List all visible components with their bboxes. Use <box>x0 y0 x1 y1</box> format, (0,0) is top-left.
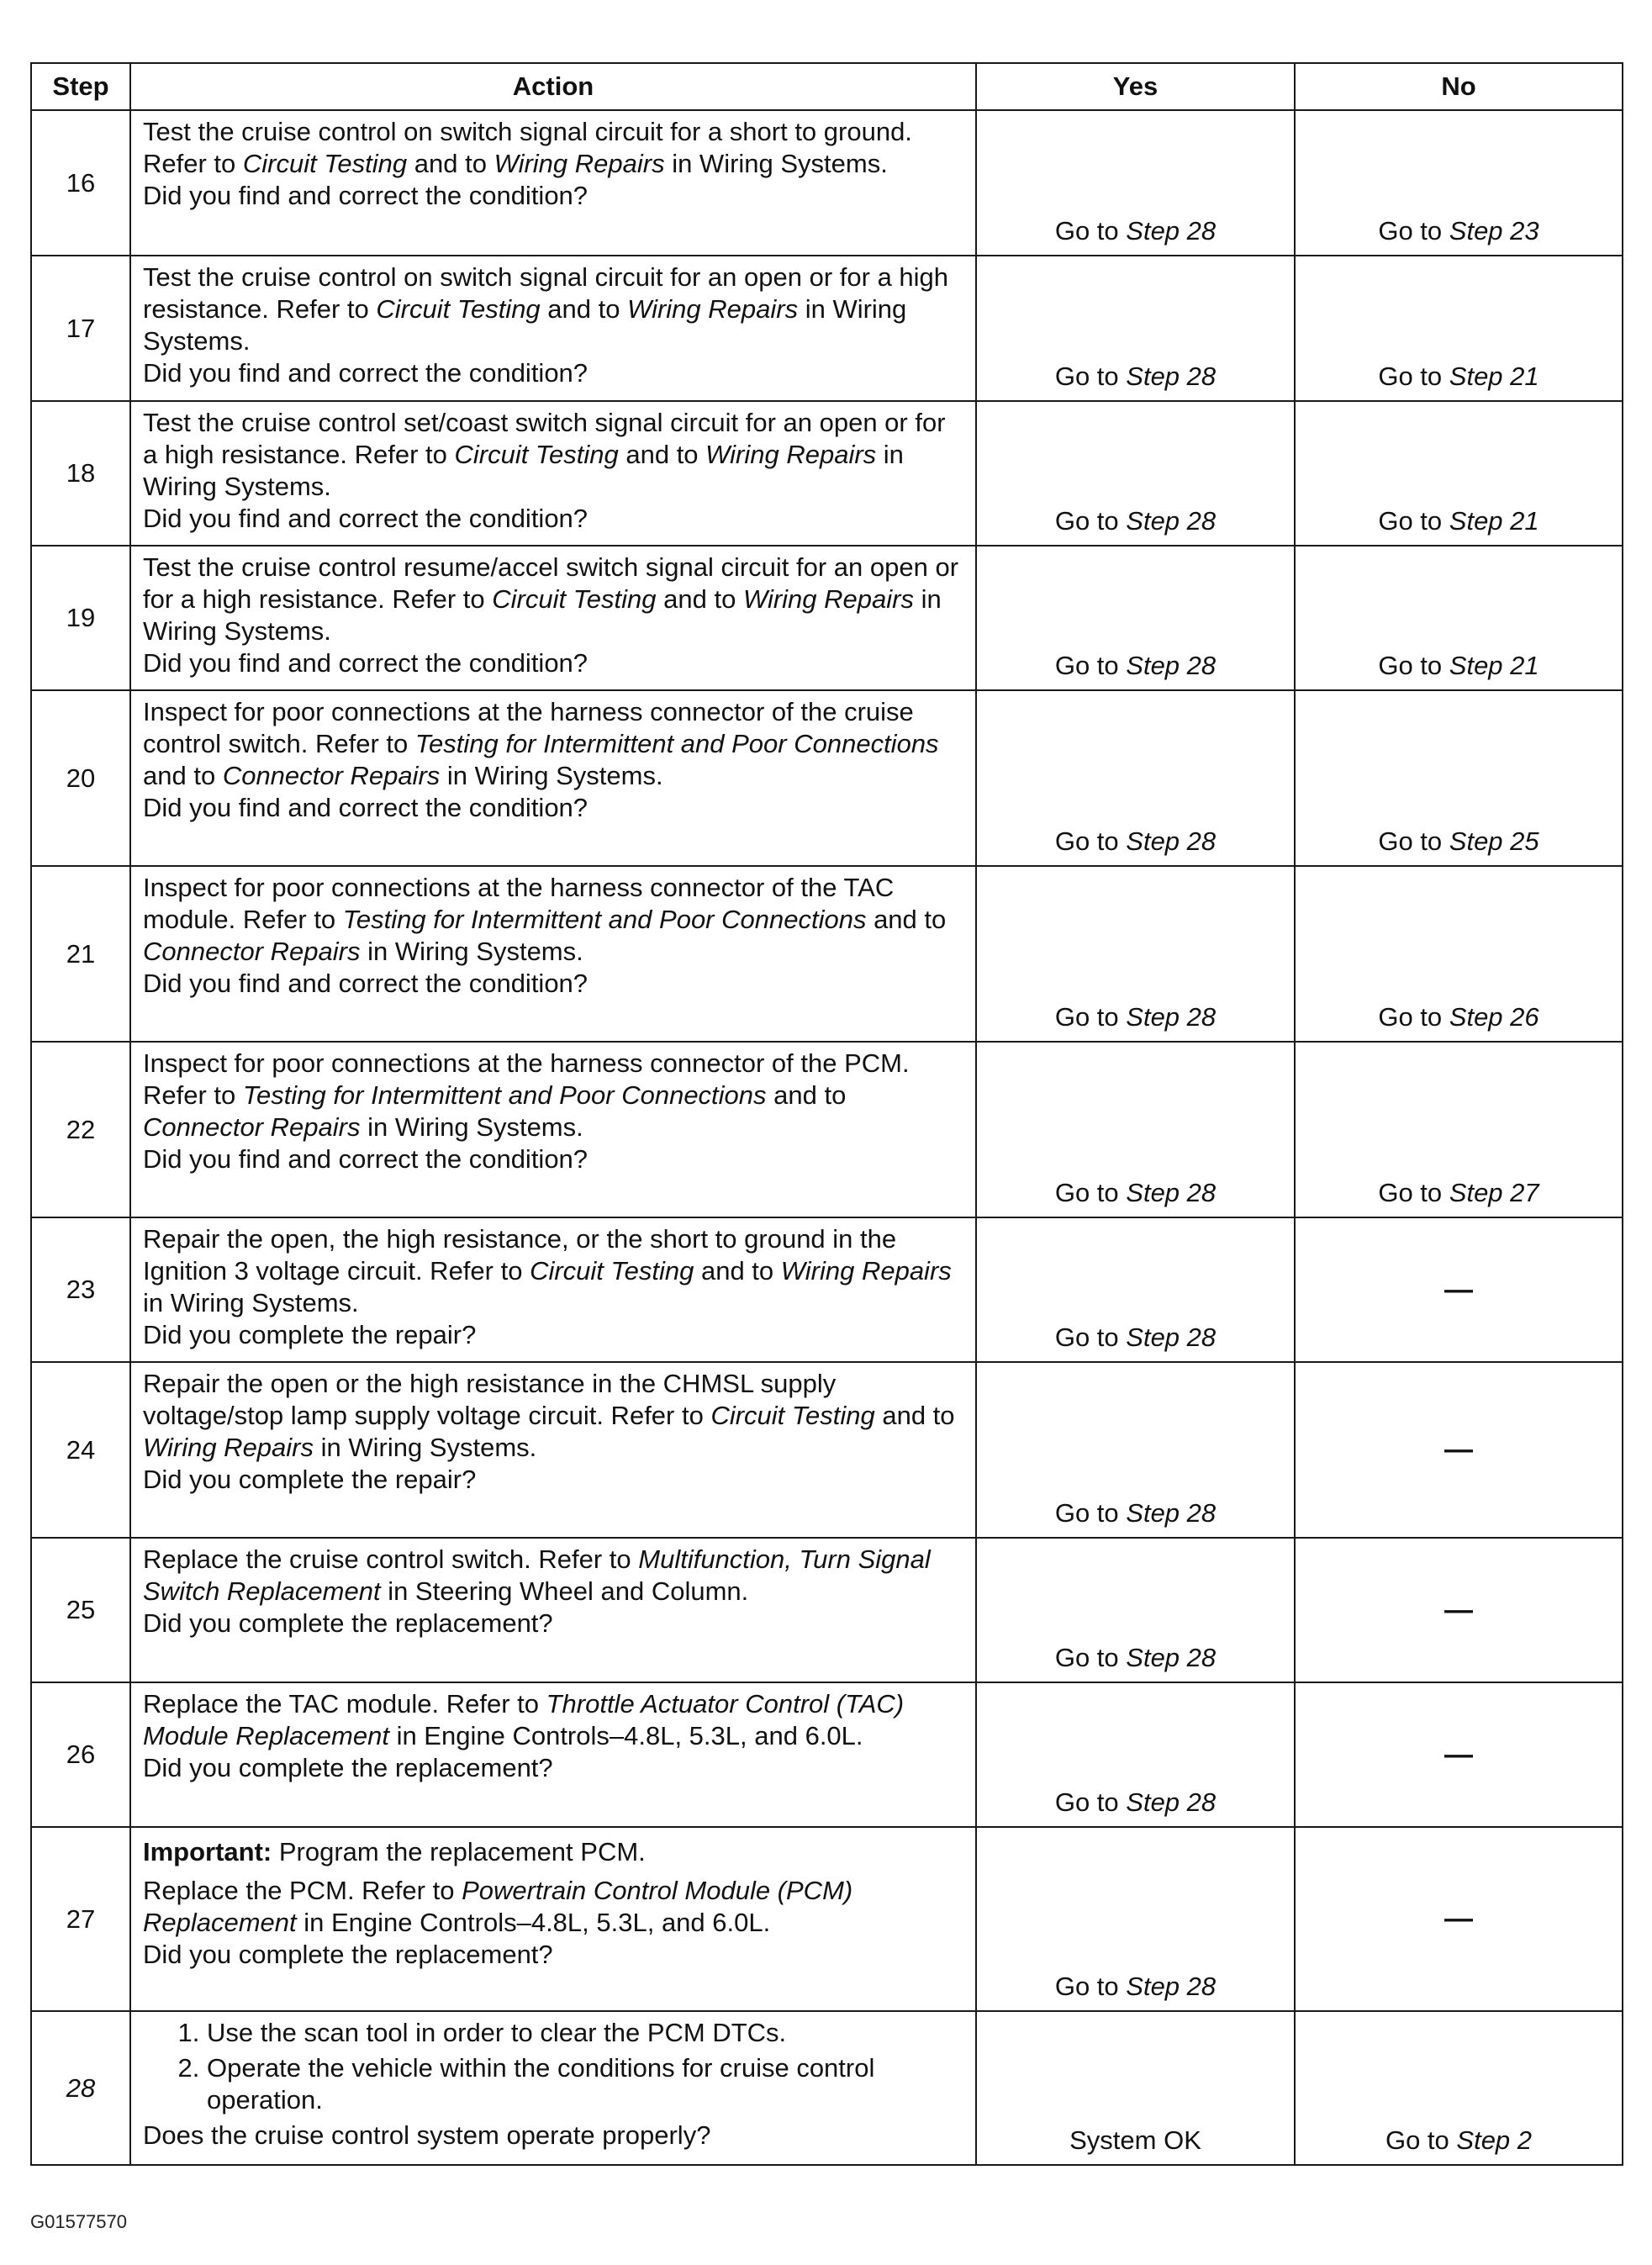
step-number: 25 <box>31 1538 130 1682</box>
reference-link: Wiring Repairs <box>627 294 799 324</box>
action-cell <box>130 1538 976 1682</box>
action-question: Did you find and correct the condition? <box>143 648 588 678</box>
table-row <box>31 546 1623 690</box>
action-instruction: Replace the TAC module. Refer to Throttle Actuator Control (TAC) Module Replacement in Engine Controls–4.8L, 5.3L, and 6.0L. <box>143 1689 905 1750</box>
yes-result: Go to Step 28 <box>976 866 1295 1042</box>
yes-result: Go to Step 28 <box>976 256 1295 401</box>
action-question: Did you find and correct the condition? <box>143 181 588 210</box>
figure-code: G01577570 <box>30 2211 127 2232</box>
action-instruction: Test the cruise control on switch signal circuit for a short to ground. Refer to Circuit Testing and to Wiring Repairs in Wiring Systems. <box>143 117 912 178</box>
no-result: Go to Step 2 <box>1295 2011 1623 2165</box>
yes-result: Go to Step 28 <box>976 1827 1295 2011</box>
yes-result: Go to Step 28 <box>976 690 1295 866</box>
action-question: Did you complete the replacement? <box>143 1608 553 1638</box>
step-number: 21 <box>31 866 130 1042</box>
reference-link: Throttle Actuator Control (TAC) Module Replacement <box>143 1689 905 1750</box>
no-result-dash: — <box>1295 1682 1623 1827</box>
step-number: 26 <box>31 1682 130 1827</box>
action-instruction: Test the cruise control resume/accel switch signal circuit for an open or for a high resistance. Refer to Circuit Testing and to Wiring Repairs in Wiring Systems. <box>143 552 959 646</box>
no-result: Go to Step 21 <box>1295 256 1623 401</box>
reference-link: Testing for Intermittent and Poor Connections <box>414 729 939 758</box>
table-row <box>31 401 1623 546</box>
no-result-dash: — <box>1295 1827 1623 2011</box>
action-cell <box>130 1682 976 1827</box>
step-number: 19 <box>31 546 130 690</box>
action-cell <box>130 401 976 546</box>
reference-link: Circuit Testing <box>454 440 619 469</box>
header-action: Action <box>130 63 976 110</box>
no-result: Go to Step 21 <box>1295 546 1623 690</box>
header-no: No <box>1295 63 1623 110</box>
table-row <box>31 1538 1623 1682</box>
table-row <box>31 1827 1623 2011</box>
important-note: Important: Program the replacement PCM. <box>143 1837 646 1866</box>
no-result: Go to Step 25 <box>1295 690 1623 866</box>
action-question: Did you complete the replacement? <box>143 1753 553 1782</box>
procedure-list <box>143 2017 965 2120</box>
action-question: Did you complete the repair? <box>143 1465 477 1494</box>
action-cell <box>130 866 976 1042</box>
step-number: 18 <box>31 401 130 546</box>
step-number: 17 <box>31 256 130 401</box>
no-result-dash: — <box>1295 1217 1623 1362</box>
reference-link: Circuit Testing <box>242 149 408 178</box>
reference-link: Wiring Repairs <box>493 149 665 178</box>
reference-link: Multifunction, Turn Signal Switch Replacement <box>143 1544 931 1606</box>
yes-result: Go to Step 28 <box>976 1042 1295 1217</box>
action-instruction: Test the cruise control set/coast switch signal circuit for an open or for a high resistance. Refer to Circuit Testing and to Wiring Repairs in Wiring Systems. <box>143 408 946 501</box>
action-instruction: Replace the PCM. Refer to Powertrain Control Module (PCM) Replacement in Engine Controls–4.8L, 5.3L, and 6.0L. <box>143 1876 853 1937</box>
action-cell <box>130 1217 976 1362</box>
action-cell <box>130 1042 976 1217</box>
table-row <box>31 2011 1623 2165</box>
table-row <box>31 1217 1623 1362</box>
action-cell <box>130 1827 976 2011</box>
reference-link: Wiring Repairs <box>705 440 877 469</box>
action-instruction: Inspect for poor connections at the harness connector of the TAC module. Refer to Testing for Intermittent and Poor Connections and to Connector Repairs in Wiring Systems. <box>143 873 947 966</box>
action-question: Did you complete the repair? <box>143 1320 477 1349</box>
reference-link: Circuit Testing <box>710 1401 875 1430</box>
table-row <box>31 690 1623 866</box>
step-number: 16 <box>31 110 130 256</box>
important-label: Important: <box>143 1837 272 1866</box>
action-instruction: Inspect for poor connections at the harness connector of the PCM. Refer to Testing for Intermittent and Poor Connections and to Connector Repairs in Wiring Systems. <box>143 1048 910 1142</box>
reference-link: Testing for Intermittent and Poor Connections <box>342 905 867 934</box>
step-number: 27 <box>31 1827 130 2011</box>
no-result: Go to Step 27 <box>1295 1042 1623 1217</box>
reference-link: Connector Repairs <box>222 761 441 790</box>
step-number: 23 <box>31 1217 130 1362</box>
action-question: Does the cruise control system operate properly? <box>143 2120 711 2150</box>
no-result-dash: — <box>1295 1362 1623 1538</box>
yes-result: Go to Step 28 <box>976 1362 1295 1538</box>
list-item: 2. Operate the vehicle within the conditions for cruise control operation. <box>207 2052 965 2116</box>
yes-result: Go to Step 28 <box>976 1538 1295 1682</box>
table-header-row <box>31 63 1623 110</box>
yes-result: Go to Step 28 <box>976 1217 1295 1362</box>
action-question: Did you find and correct the condition? <box>143 358 588 388</box>
reference-link: Connector Repairs <box>143 1112 361 1142</box>
action-cell <box>130 110 976 256</box>
table-row <box>31 866 1623 1042</box>
step-number: 24 <box>31 1362 130 1538</box>
no-result: Go to Step 21 <box>1295 401 1623 546</box>
list-item: 1. Use the scan tool in order to clear the PCM DTCs. <box>207 2017 965 2049</box>
reference-link: Connector Repairs <box>143 937 361 966</box>
table-row <box>31 1682 1623 1827</box>
step-number: 22 <box>31 1042 130 1217</box>
action-question: Did you find and correct the condition? <box>143 969 588 998</box>
no-result: Go to Step 23 <box>1295 110 1623 256</box>
reference-link: Powertrain Control Module (PCM) Replacement <box>143 1876 853 1937</box>
yes-result: Go to Step 28 <box>976 110 1295 256</box>
table-row <box>31 1042 1623 1217</box>
action-instruction: Repair the open, the high resistance, or the short to ground in the Ignition 3 voltage circuit. Refer to Circuit Testing and to Wiring Repairs in Wiring Systems. <box>143 1224 952 1317</box>
table-row <box>31 110 1623 256</box>
yes-result: Go to Step 28 <box>976 401 1295 546</box>
reference-link: Circuit Testing <box>492 584 657 614</box>
action-instruction: Repair the open or the high resistance in the CHMSL supply voltage/stop lamp supply voltage circuit. Refer to Circuit Testing and to Wiring Repairs in Wiring Systems. <box>143 1369 955 1462</box>
action-cell <box>130 1362 976 1538</box>
yes-result: Go to Step 28 <box>976 1682 1295 1827</box>
action-cell <box>130 256 976 401</box>
action-cell <box>130 690 976 866</box>
reference-link: Testing for Intermittent and Poor Connections <box>242 1080 767 1110</box>
reference-link: Circuit Testing <box>376 294 541 324</box>
action-cell <box>130 546 976 690</box>
table-row <box>31 1362 1623 1538</box>
reference-link: Circuit Testing <box>530 1256 694 1286</box>
reference-link: Wiring Repairs <box>742 584 914 614</box>
action-question: Did you find and correct the condition? <box>143 793 588 822</box>
reference-link: Wiring Repairs <box>780 1256 952 1286</box>
no-result: Go to Step 26 <box>1295 866 1623 1042</box>
diagnostic-table <box>30 62 1623 2166</box>
action-question: Did you find and correct the condition? <box>143 504 588 533</box>
action-instruction: Replace the cruise control switch. Refer to Multifunction, Turn Signal Switch Replacement in Steering Wheel and Column. <box>143 1544 931 1606</box>
step-number: 28 <box>31 2011 130 2165</box>
action-cell <box>130 2011 976 2165</box>
header-step: Step <box>31 63 130 110</box>
action-question: Did you find and correct the condition? <box>143 1144 588 1174</box>
action-instruction: Test the cruise control on switch signal circuit for an open or for a high resistance. Refer to Circuit Testing and to Wiring Repairs in Wiring Systems. <box>143 262 949 356</box>
header-yes: Yes <box>976 63 1295 110</box>
yes-result: System OK <box>976 2011 1295 2165</box>
table-row <box>31 256 1623 401</box>
no-result-dash: — <box>1295 1538 1623 1682</box>
action-instruction: Inspect for poor connections at the harness connector of the cruise control switch. Refer to Testing for Intermittent and Poor Connections and to Connector Repairs in Wiring Systems. <box>143 697 939 790</box>
step-number: 20 <box>31 690 130 866</box>
action-question: Did you complete the replacement? <box>143 1940 553 1969</box>
reference-link: Wiring Repairs <box>143 1433 314 1462</box>
yes-result: Go to Step 28 <box>976 546 1295 690</box>
